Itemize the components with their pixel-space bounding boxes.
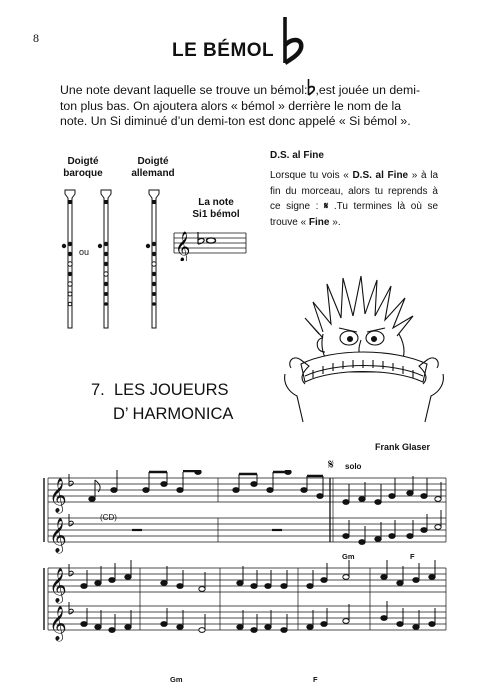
- recorder-german-icon: [146, 190, 159, 328]
- piece-title: [91, 378, 233, 426]
- chord-symbol: Gm: [342, 552, 355, 561]
- page-title: LE BÉMOL: [172, 40, 275, 61]
- score-segno-icon: 𝄋: [328, 456, 335, 472]
- note-label: [188, 197, 244, 221]
- chord-symbol: F: [313, 675, 318, 684]
- treble-clef-icon: 𝄞: [49, 479, 67, 512]
- note-label-line1: La note: [198, 197, 234, 208]
- segno-icon: 𝄋: [323, 201, 329, 212]
- flat-symbol-large-icon: [281, 15, 305, 67]
- composer: Frank Glaser: [375, 442, 431, 452]
- recorder-baroque-1-icon: [62, 190, 75, 328]
- baroque-label-line1: Doigté: [67, 156, 99, 167]
- harmonica-player-illustration: [283, 272, 445, 430]
- piece-title-line1: [91, 378, 233, 402]
- note-label-line2: Si1 bémol: [192, 209, 240, 220]
- baroque-fingering-label: [58, 156, 108, 180]
- ds-text-d: .Tu termines là où se trouve «: [270, 201, 439, 228]
- treble-clef-icon: 𝄞: [49, 569, 67, 602]
- solo-label: solo: [345, 462, 362, 471]
- ds-al-fine-text: [270, 168, 438, 230]
- ds-text-f: ».: [329, 216, 341, 228]
- intro-text-part2: ,est jouée un demi-ton plus bas. On ajoutera alors « bémol » derrière le nom de la note. Un Si diminué d’un demi-ton est donc appelé « Si bémol ».: [60, 83, 421, 128]
- treble-clef-icon: 𝄞: [175, 231, 191, 261]
- b-flat-staff-example: [172, 225, 248, 261]
- sheet-music-score: [40, 470, 452, 688]
- staff-1a: [48, 478, 446, 502]
- recorder-fingering-diagram: [55, 186, 185, 336]
- ds-al-fine-heading: D.S. al Fine: [270, 150, 324, 161]
- piece-number: 7.: [91, 381, 105, 399]
- treble-clef-icon: 𝄞: [49, 607, 67, 640]
- cd-label: (CD): [100, 513, 117, 522]
- page-number: 8: [33, 31, 39, 45]
- piece-title-text1: LES JOUEURS: [113, 381, 229, 399]
- german-label-line1: Doigté: [137, 156, 169, 167]
- whole-note-icon: [207, 238, 216, 243]
- piece-title-line2: D’ HARMONICA: [113, 405, 234, 423]
- chord-symbol: F: [410, 552, 415, 561]
- intro-paragraph: [60, 79, 430, 130]
- chord-symbol: Gm: [170, 675, 183, 684]
- staff-1b: [48, 518, 446, 542]
- german-fingering-label: [125, 156, 181, 180]
- ds-text-a: Lorsque tu vois «: [270, 170, 353, 181]
- ds-text-c: » à la fin du morceau, alors tu reprends à ce signe :: [270, 170, 439, 212]
- staff-2a: [48, 568, 446, 592]
- or-label: ou: [79, 247, 90, 257]
- baroque-label-line2: baroque: [63, 168, 103, 179]
- german-label-line2: allemand: [131, 168, 175, 179]
- treble-clef-icon: 𝄞: [49, 519, 67, 552]
- ds-text-b: D.S. al Fine: [352, 170, 409, 181]
- recorder-baroque-2-icon: [98, 190, 111, 328]
- ds-text-e: Fine: [308, 216, 330, 228]
- intro-text-part1: Une note devant laquelle se trouve un bémol:: [60, 83, 308, 97]
